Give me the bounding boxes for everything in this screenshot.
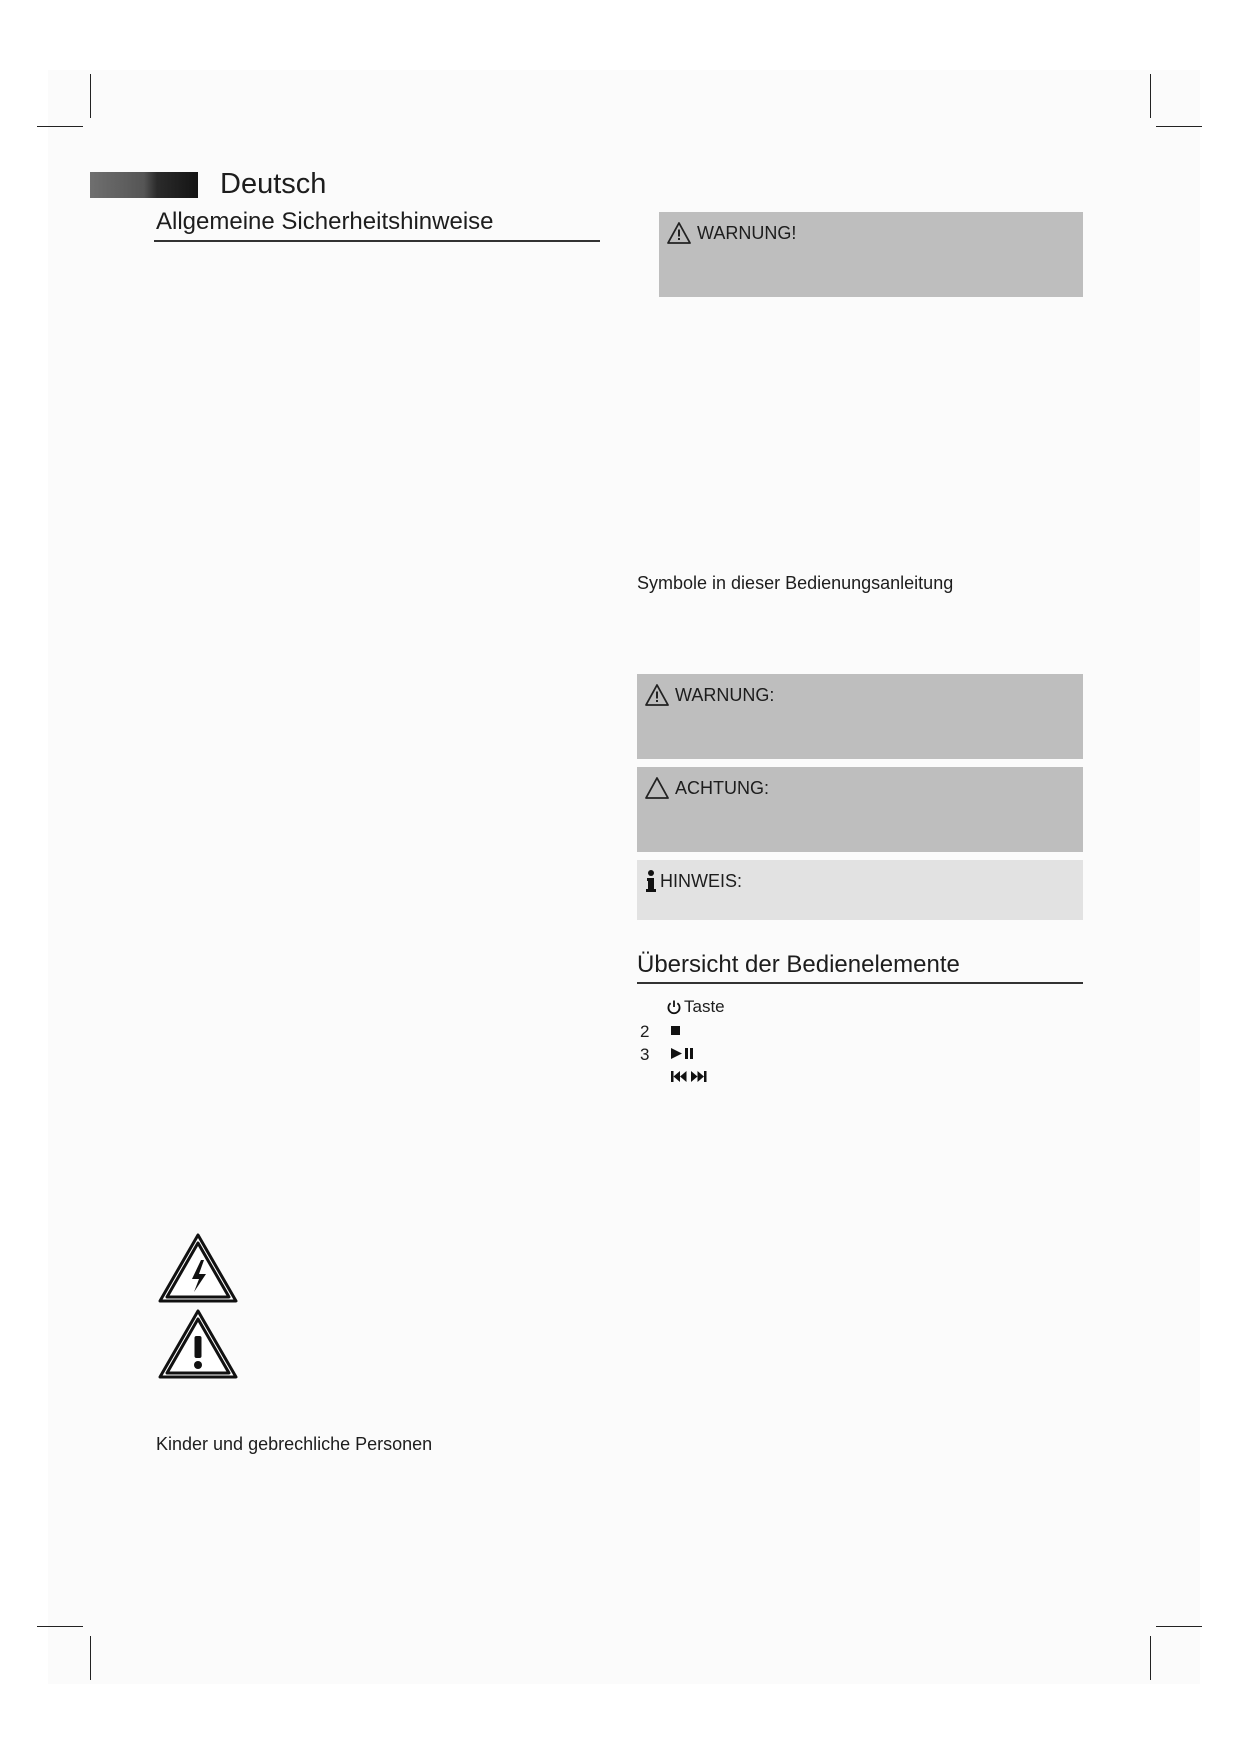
subheading-children: Kinder und gebrechliche Personen <box>156 1434 433 1454</box>
symbol-box-caution <box>637 767 1083 852</box>
section-title-safety: Allgemeine Sicherheitshinweise <box>156 208 494 235</box>
power-icon <box>666 999 682 1015</box>
warning-label: WARNUNG: <box>675 684 775 705</box>
control-number: 3 <box>640 1045 650 1064</box>
info-icon <box>645 870 657 892</box>
lightning-warning-icon <box>157 1232 239 1304</box>
caution-label: ACHTUNG: <box>675 777 769 798</box>
crop-mark <box>90 1636 91 1680</box>
crop-mark <box>90 74 91 118</box>
warning-triangle-icon <box>645 684 669 706</box>
symbol-box-label <box>645 777 769 799</box>
crop-mark <box>1150 74 1151 118</box>
symbol-box-label <box>645 870 742 892</box>
crop-mark <box>1150 1636 1151 1680</box>
language-tab-bar <box>90 172 198 198</box>
crop-mark <box>1156 126 1202 127</box>
warning-top-label: WARNUNG! <box>697 222 797 243</box>
warning-box-label <box>667 222 796 244</box>
symbol-box-warning <box>637 674 1083 759</box>
note-label: HINWEIS: <box>660 870 743 891</box>
skip-back-forward-icon <box>670 1068 710 1084</box>
section-title-controls: Übersicht der Bedienelemente <box>637 951 960 978</box>
crop-mark <box>37 126 83 127</box>
crop-mark <box>37 1626 83 1627</box>
control-symbol <box>670 1022 682 1038</box>
control-number: 2 <box>640 1022 650 1041</box>
play-pause-icon <box>670 1045 698 1061</box>
control-symbol <box>666 997 725 1017</box>
warning-box-top <box>659 212 1083 297</box>
control-label: Taste <box>684 997 725 1016</box>
exclamation-warning-icon <box>157 1308 239 1380</box>
caution-triangle-icon <box>645 777 669 799</box>
stop-icon <box>670 1022 682 1038</box>
control-symbol <box>670 1068 710 1084</box>
control-symbol <box>670 1045 698 1061</box>
section-rule <box>637 982 1083 984</box>
symbol-box-label <box>645 684 774 706</box>
symbol-box-note <box>637 860 1083 920</box>
language-title: Deutsch <box>220 168 327 200</box>
symbols-heading: Symbole in dieser Bedienungsanleitung <box>637 573 954 593</box>
crop-mark <box>1156 1626 1202 1627</box>
section-rule <box>154 240 600 242</box>
warning-triangle-icon <box>667 222 691 244</box>
